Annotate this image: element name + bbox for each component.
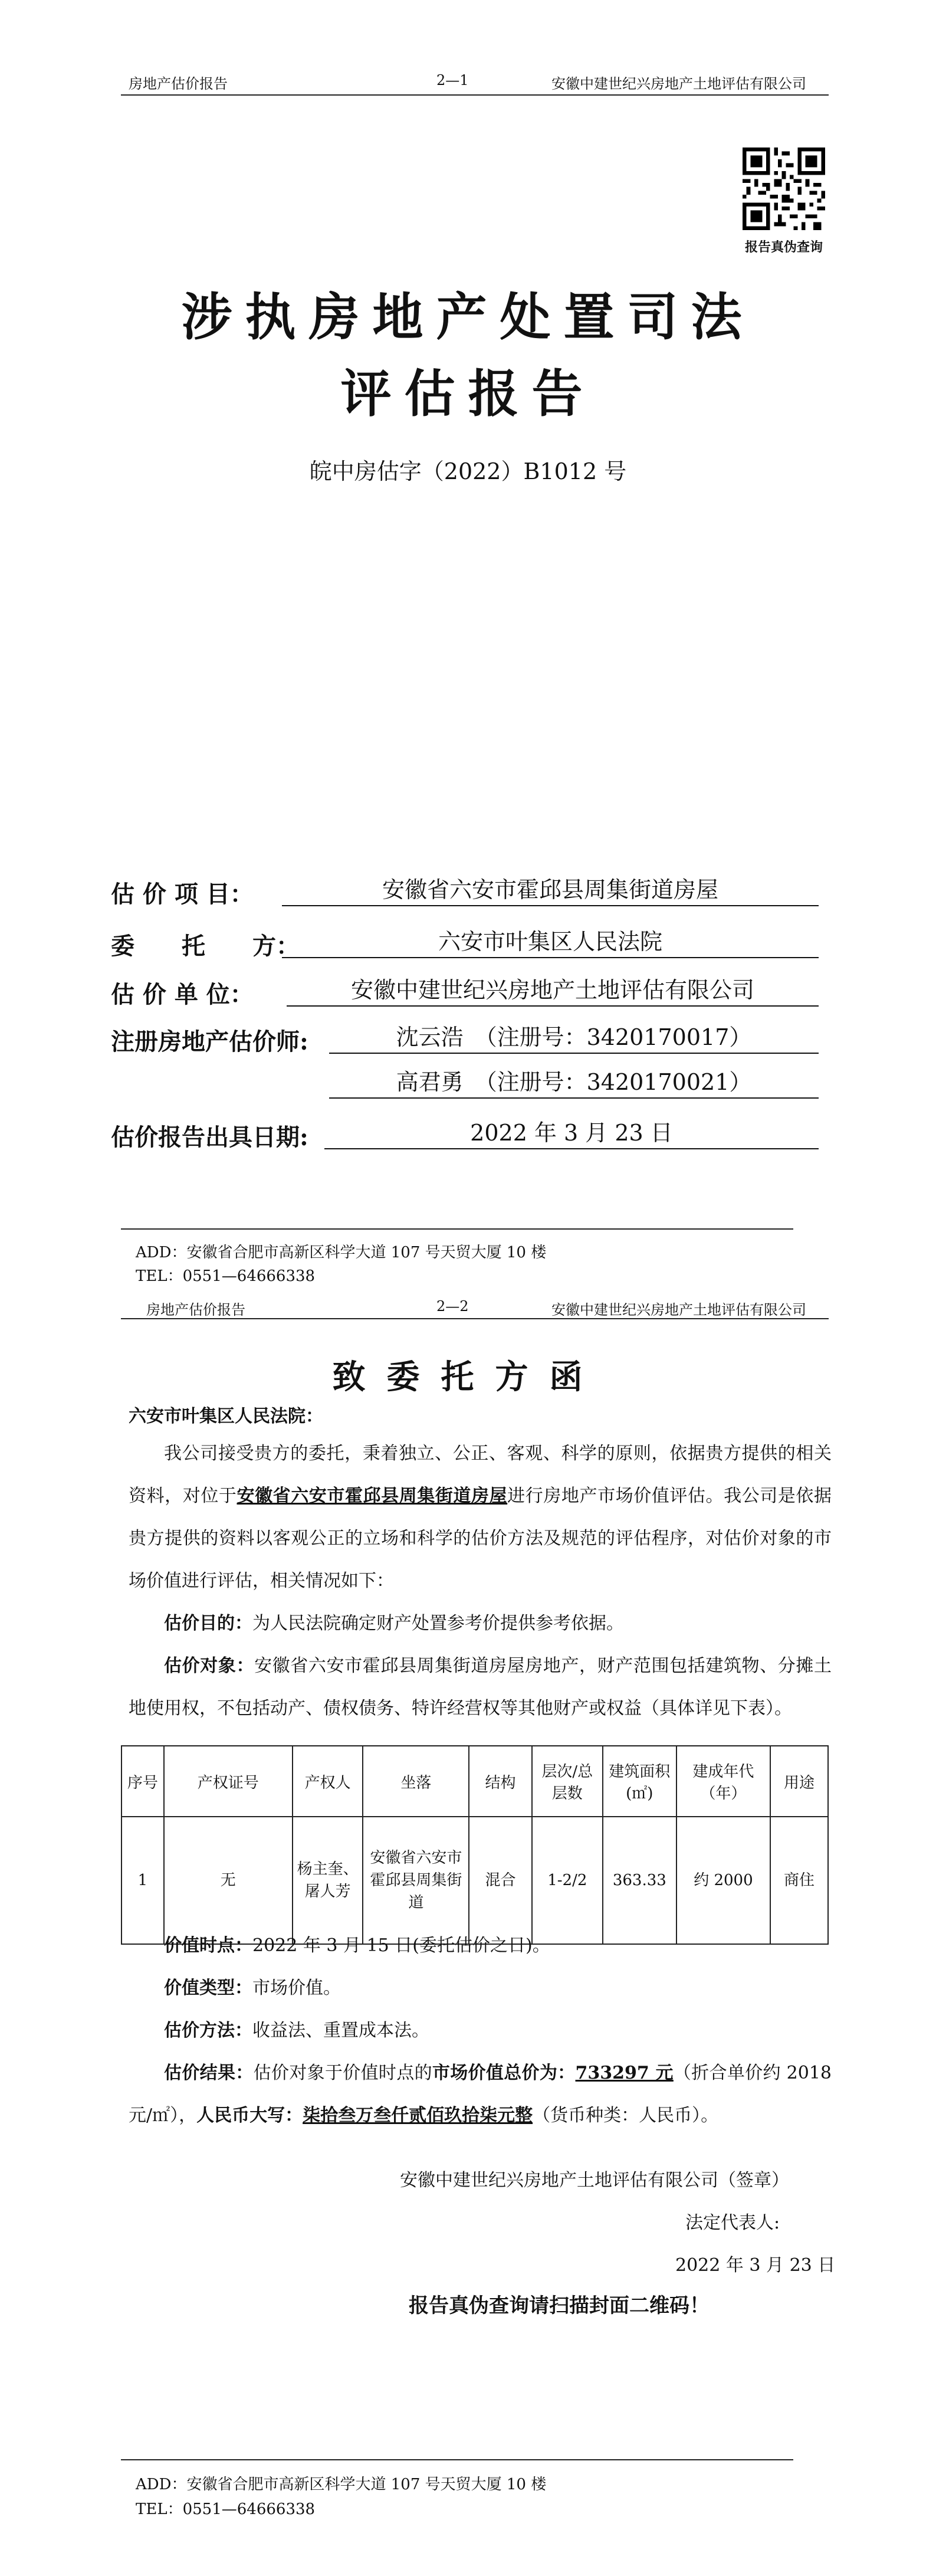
table-header: 产权人 (293, 1746, 363, 1817)
issue-date-label: 估价报告出具日期: (111, 1123, 308, 1151)
result-label: 估价结果： (164, 2063, 254, 2083)
page1-header-page: 2—1 (436, 72, 469, 89)
table-header: 结构 (469, 1746, 532, 1817)
intro-location: 安徽省六安市霍邱县周集街道房屋 (237, 1486, 508, 1506)
page1-footer-address: ADD：安徽省合肥市高新区科学大道 107 号天贸大厦 10 楼 (136, 1244, 547, 1261)
value-time-text: 2022 年 3 月 15 日(委托估价之日)。 (252, 1935, 550, 1956)
qr-code-icon (743, 148, 825, 230)
report-title-line1: 涉执房地产处置司法 (181, 287, 755, 347)
table-header-row (121, 1746, 828, 1817)
legal-representative: 法定代表人: (685, 2213, 780, 2233)
result-unit-price: （折合单价约 2018 元/㎡）， (129, 2063, 832, 2126)
client-value: 六安市叶集区人民法院 (282, 926, 819, 958)
table-cell: 约 2000 (676, 1817, 770, 1944)
object-text: 安徽省六安市霍邱县周集街道房屋房地产，财产范围包括建筑物、分摊土地使用权，不包括动产、债权债务、特许经营权等其他财产或权益（具体详见下表）。 (129, 1656, 832, 1719)
table-cell: 商住 (770, 1817, 828, 1944)
method-label: 估价方法： (164, 2020, 252, 2041)
result-currency: （货币种类：人民币）。 (533, 2105, 719, 2126)
page1-header-rule (121, 94, 829, 96)
table-header: 序号 (121, 1746, 164, 1817)
intro-text-a: 我公司接受贵方的委托，秉着独立、公正、客观、科学的原则，依据贵方提供的相关资料，对位于 (129, 1443, 832, 1506)
table-cell: 安徽省六安市霍邱县周集街道 (363, 1817, 469, 1944)
result-text-a: 估价对象于价值时点的 (253, 2063, 432, 2083)
table-header: 建成年代（年） (676, 1746, 770, 1817)
page1-footer-tel: TEL：0551—64666338 (136, 1267, 316, 1285)
table-header: 用途 (770, 1746, 828, 1817)
qr-caption: 报告真伪查询 (744, 240, 823, 255)
signature-date: 2022 年 3 月 23 日 (675, 2255, 836, 2276)
result-upper-label: 人民币大写： (196, 2105, 303, 2126)
issue-date-value: 2022 年 3 月 23 日 (324, 1117, 819, 1149)
letter-salutation: 六安市叶集区人民法院： (129, 1406, 323, 1427)
appraiser-2: 高君勇 （注册号：3420170021） (329, 1067, 819, 1099)
appraisal-unit-label: 估 价 单 位： (111, 981, 254, 1008)
table-header: 层次/总层数 (532, 1746, 603, 1817)
object-label: 估价对象： (164, 1656, 255, 1676)
value-time-label: 价值时点： (164, 1935, 252, 1956)
result-paragraph (129, 2052, 832, 2137)
project-label: 估 价 项 目： (111, 880, 254, 908)
appraisal-unit-value: 安徽中建世纪兴房地产土地评估有限公司 (287, 975, 819, 1007)
result-total-value: 733297 元 (575, 2063, 674, 2083)
table-cell: 杨主奎、屠人芳 (293, 1817, 363, 1944)
table-header: 坐落 (363, 1746, 469, 1817)
purpose-text: 为人民法院确定财产处置参考价提供参考依据。 (252, 1613, 624, 1634)
result-upper-value: 柒拾叁万叁仟贰佰玖拾柒元整 (303, 2105, 533, 2126)
page2-header-rule (121, 1318, 829, 1319)
method-text: 收益法、重置成本法。 (252, 2020, 429, 2041)
page2-header-left: 房地产估价报告 (146, 1302, 245, 1318)
purpose-line (129, 1602, 832, 1645)
method-line (129, 2010, 832, 2052)
page1-header-left: 房地产估价报告 (129, 76, 228, 92)
purpose-label: 估价目的： (164, 1613, 252, 1634)
result-text-b: 市场价值总价为： (432, 2063, 576, 2083)
table-cell: 1-2/2 (532, 1817, 603, 1944)
table-cell: 1 (121, 1817, 164, 1944)
verification-note: 报告真伪查询请扫描封面二维码！ (409, 2294, 710, 2318)
page2-header-right: 安徽中建世纪兴房地产土地评估有限公司 (551, 1302, 806, 1318)
table-cell: 无 (164, 1817, 293, 1944)
value-time-line (129, 1925, 832, 1967)
appraiser-label: 注册房地产估价师: (111, 1028, 308, 1056)
value-type-text: 市场价值。 (252, 1978, 341, 1998)
client-label: 委 托 方： (111, 932, 300, 960)
letter-intro (129, 1433, 832, 1602)
page2-footer-rule (121, 2459, 793, 2460)
page2-header-page: 2—2 (436, 1298, 469, 1315)
table-header: 产权证号 (164, 1746, 293, 1817)
object-paragraph (129, 1645, 832, 1730)
value-type-label: 价值类型： (164, 1978, 252, 1998)
table-header: 建筑面积(㎡) (603, 1746, 676, 1817)
page2-footer-address: ADD：安徽省合肥市高新区科学大道 107 号天贸大厦 10 楼 (136, 2476, 547, 2493)
project-value: 安徽省六安市霍邱县周集街道房屋 (282, 874, 819, 906)
table-cell: 混合 (469, 1817, 532, 1944)
report-title-line2: 评估报告 (340, 364, 596, 424)
page1-footer-rule (121, 1228, 793, 1230)
appraiser-1: 沈云浩 （注册号：3420170017） (329, 1022, 819, 1054)
company-signature: 安徽中建世纪兴房地产土地评估有限公司（签章） (400, 2170, 789, 2191)
property-table (121, 1745, 829, 1945)
page2-footer-tel: TEL：0551—64666338 (136, 2500, 316, 2518)
report-number: 皖中房估字（2022）B1012 号 (309, 458, 627, 484)
table-cell: 363.33 (603, 1817, 676, 1944)
intro-text-b: 进行房地产市场价值评估。我公司是依据贵方提供的资料以客观公正的立场和科学的估价方法及规范的评估程序，对估价对象的市场价值进行评估，相关情况如下： (129, 1486, 832, 1591)
page1-header-right: 安徽中建世纪兴房地产土地评估有限公司 (551, 76, 806, 92)
letter-title: 致委托方函 (332, 1358, 604, 1397)
value-type-line (129, 1967, 832, 2010)
